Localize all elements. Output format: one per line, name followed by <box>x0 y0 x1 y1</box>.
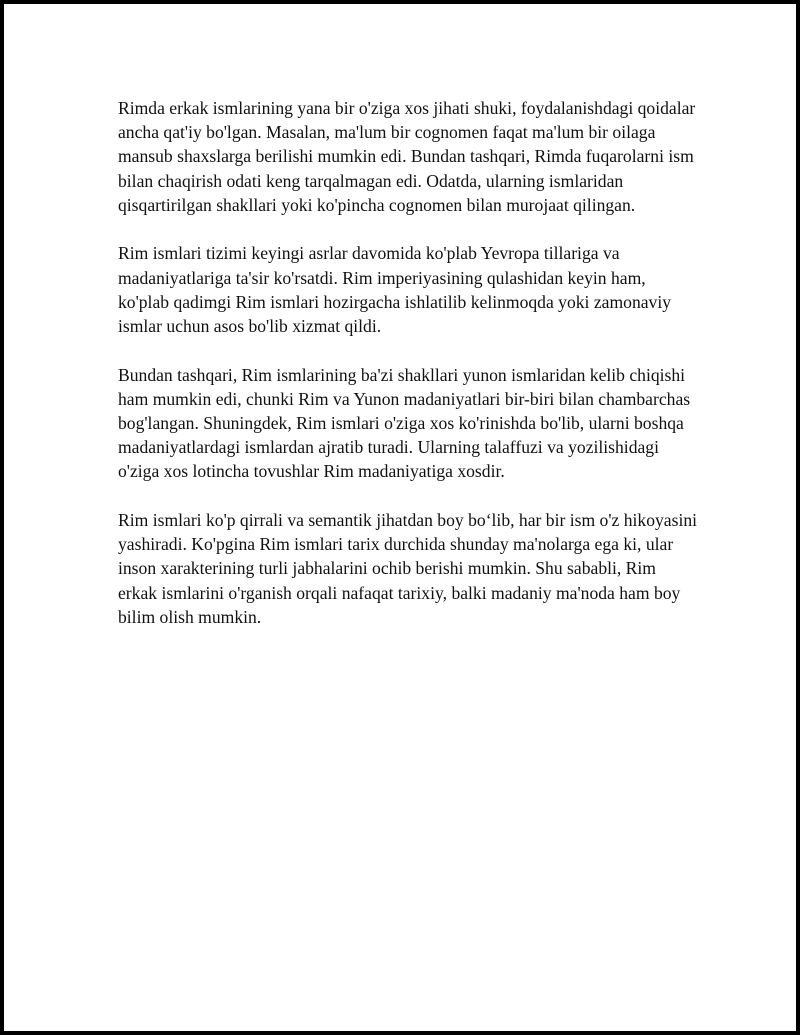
document-body <box>118 96 698 653</box>
paragraph-2: Rim ismlari tizimi keyingi asrlar davomida ko'plab Yevropa tillariga va madaniyatlariga ta'sir ko'rsatdi. Rim imperiyasining qulashidan keyin ham, ko'plab qadimgi Rim ismlari hozirgacha ishlatilib kelinmoqda yoki zamonaviy ismlar uchun asos bo'lib xizmat qildi. <box>118 243 672 337</box>
paragraph-1: Rimda erkak ismlarining yana bir o'ziga xos jihati shuki, foydalanishdagi qoidalar ancha qat'iy bo'lgan. Masalan, ma'lum bir cognomen faqat ma'lum bir oilaga mansub shaxslarga berilishi mumkin edi. Bundan tashqari, Rimda fuqarolarni ism bilan chaqirish odati keng tarqalmagan edi. Odatda, ularning ismlaridan qisqartirilgan shakllari yoki ko'pincha cognomen bilan murojaat qilingan. <box>118 98 696 215</box>
paragraph-4: Rim ismlari ko'p qirrali va semantik jihatdan boy bo‘lib, har bir ism o'z hikoyasini yashiradi. Ko'pgina Rim ismlari tarix durchida shunday ma'nolarga ega ki, ular inson xarakterining turli jabhalarini ochib berishi mumkin. Shu sababli, Rim erkak ismlarini o'rganish orqali nafaqat tarixiy, balki madaniy ma'noda ham boy bilim olish mumkin. <box>118 510 698 627</box>
paragraph-3: Bundan tashqari, Rim ismlarining ba'zi shakllari yunon ismlaridan kelib chiqishi ham mumkin edi, chunki Rim va Yunon madaniyatlari bir-biri bilan chambarchas bog'langan. Shuningdek, Rim ismlari o'ziga xos ko'rinishda bo'lib, ularni boshqa madaniyatlardagi ismlardan ajratib turadi. Ularning talaffuzi va yozilishidagi o'ziga xos lotincha tovushlar Rim madaniyatiga xosdir. <box>118 364 691 482</box>
